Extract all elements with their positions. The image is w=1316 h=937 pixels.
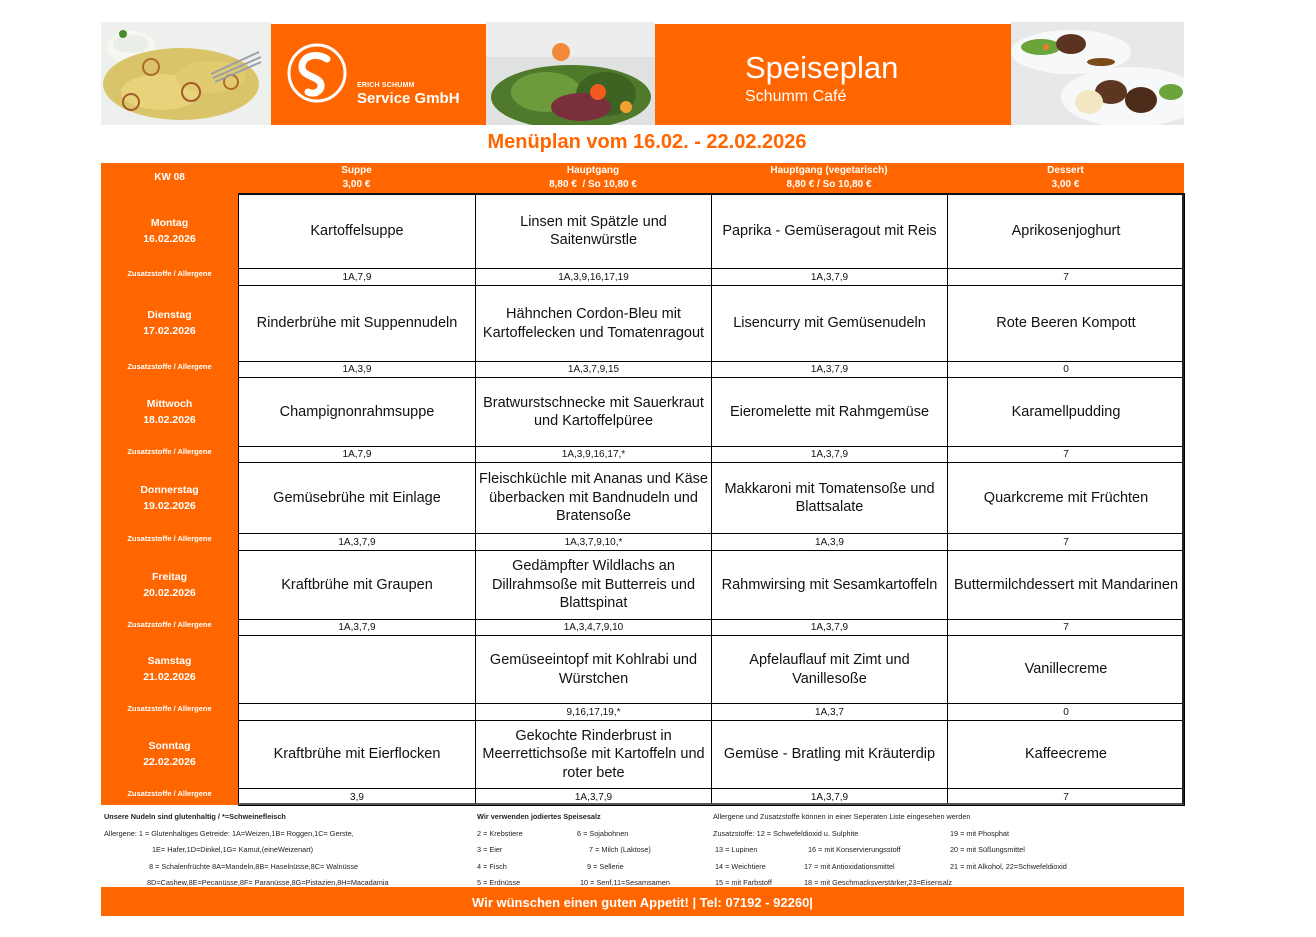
dish-cell-dessert: Quarkcreme mit Früchten <box>947 462 1185 534</box>
allergen-row-label: Zusatzstoffe / Allergene <box>127 269 212 278</box>
column-price: 8,80 € / So 10,80 € <box>549 179 637 190</box>
column-name: Dessert <box>1047 165 1084 176</box>
dish-cell-soup <box>238 635 476 704</box>
food-photo-meatballs <box>1011 22 1184 125</box>
note-allergen-item: 3 = Eier <box>477 845 503 854</box>
allergen-cell-main: 9,16,17,19,* <box>475 703 712 721</box>
dish-cell-dessert: Vanillecreme <box>947 635 1185 704</box>
dish-cell-main: Bratwurstschnecke mit Sauerkraut und Kartoffelpüree <box>475 377 712 447</box>
allergen-cell-vegetarian: 1A,3,7,9 <box>711 361 948 378</box>
allergen-cell-main: 1A,3,7,9 <box>475 788 712 806</box>
day-date: 18.02.2026 <box>143 413 196 426</box>
column-name: Suppe <box>341 165 372 176</box>
dish-cell-main: Hähnchen Cordon-Bleu mit Kartoffelecken und Tomatenragout <box>475 285 712 362</box>
day-label <box>101 396 238 428</box>
dish-cell-soup: Kraftbrühe mit Graupen <box>238 550 476 620</box>
column-price: 3,00 € <box>342 179 371 190</box>
allergen-cell-soup: 1A,7,9 <box>238 446 476 463</box>
company-logo-banner <box>271 24 486 125</box>
food-photo-pasta <box>101 22 271 125</box>
footer-text: Wir wünschen einen guten Appetit! | Tel: 07192 - 92260| <box>472 895 813 910</box>
note-additive-item: 20 = mit Süßungsmittel <box>950 845 1025 854</box>
note-allergen-item: 7 = Milch (Laktose) <box>589 845 651 854</box>
day-label <box>101 569 238 601</box>
column-header-vegetarian <box>711 163 947 193</box>
column-header-main <box>475 163 711 193</box>
day-name: Donnerstag <box>140 483 199 496</box>
allergen-row-label: Zusatzstoffe / Allergene <box>127 704 212 713</box>
note-allergen-item: 4 = Fisch <box>477 862 507 871</box>
day-label <box>101 738 238 770</box>
note-additive-item: 16 = mit Konservierungsstoff <box>808 845 901 854</box>
day-date: 16.02.2026 <box>143 232 196 245</box>
dish-cell-main: Fleischküchle mit Ananas und Käse überbacken mit Bandnudeln und Bratensoße <box>475 462 712 534</box>
day-label <box>101 307 238 339</box>
day-name: Samstag <box>147 655 192 667</box>
column-name: Hauptgang <box>566 165 620 176</box>
allergen-cell-soup: 1A,3,9 <box>238 361 476 378</box>
note-allergen-item: 6 = Sojabohnen <box>577 829 629 838</box>
note-additive-item: 19 = mit Phosphat <box>950 829 1010 838</box>
logo-text-small: ERICH SCHUMM <box>357 82 415 89</box>
column-price: 3,00 € <box>1051 179 1080 190</box>
day-name: Mittwoch <box>146 397 193 410</box>
page-subtitle: Schumm Café <box>745 88 847 105</box>
allergen-cell-main: 1A,3,9,16,17,* <box>475 446 712 463</box>
dish-cell-vegetarian: Gemüse - Bratling mit Kräuterdip <box>711 720 948 789</box>
dish-cell-dessert: Buttermilchdessert mit Mandarinen <box>947 550 1185 620</box>
dish-cell-dessert: Kaffeecreme <box>947 720 1185 789</box>
note-additive-item: 14 = Weichtiere <box>715 862 766 871</box>
day-name: Dienstag <box>147 309 192 321</box>
note-additive-item: 17 = mit Antioxidationsmittel <box>804 862 895 871</box>
company-logo-icon <box>286 42 348 104</box>
day-name: Montag <box>150 216 189 229</box>
allergen-cell-vegetarian: 1A,3,7 <box>711 703 948 721</box>
allergen-cell-dessert: 7 <box>947 446 1185 463</box>
note-additive-item: 15 = mit Farbstoff <box>715 878 772 887</box>
day-label <box>101 482 238 514</box>
allergen-cell-main: 1A,3,7,9,15 <box>475 361 712 378</box>
dish-cell-dessert: Karamellpudding <box>947 377 1185 447</box>
dish-cell-soup: Gemüsebrühe mit Einlage <box>238 462 476 534</box>
note-allergen-line: 1E= Hafer,1D=Dinkel,1G= Kamut,(eineWeizenart) <box>152 845 314 854</box>
dish-cell-main: Linsen mit Spätzle und Saitenwürstle <box>475 193 712 269</box>
allergen-cell-dessert: 7 <box>947 533 1185 551</box>
dish-cell-vegetarian: Apfelauflauf mit Zimt und Vanillesoße <box>711 635 948 704</box>
note-allergen-line: Allergene: 1 = Glutenhaltiges Getreide: 1A=Weizen,1B= Roggen,1C= Gerste, <box>104 829 354 838</box>
allergen-row-label: Zusatzstoffe / Allergene <box>127 447 212 456</box>
dish-cell-soup: Rinderbrühe mit Suppennudeln <box>238 285 476 362</box>
allergen-cell-main: 1A,3,4,7,9,10 <box>475 619 712 636</box>
page-title: Speiseplan <box>745 50 899 85</box>
day-label <box>101 653 238 685</box>
allergen-cell-dessert: 0 <box>947 703 1185 721</box>
note-allergen-item: 5 = Erdnüsse <box>477 878 521 887</box>
note-allergen-item: 9 = Sellerie <box>587 862 624 871</box>
allergen-cell-vegetarian: 1A,3,9 <box>711 533 948 551</box>
allergen-cell-dessert: 7 <box>947 788 1185 806</box>
day-name: Sonntag <box>148 740 191 752</box>
day-date: 20.02.2026 <box>143 586 196 599</box>
day-column <box>101 193 238 805</box>
week-number: KW 08 <box>154 172 185 183</box>
allergen-row-label: Zusatzstoffe / Allergene <box>127 620 212 629</box>
dish-cell-soup: Champignonrahmsuppe <box>238 377 476 447</box>
title-banner <box>655 24 1011 125</box>
column-name: Hauptgang (vegetarisch) <box>770 165 888 176</box>
footer-bar <box>101 889 1184 916</box>
allergen-cell-soup: 1A,7,9 <box>238 268 476 286</box>
dish-cell-vegetarian: Makkaroni mit Tomatensoße und Blattsalate <box>711 462 948 534</box>
allergen-cell-main: 1A,3,9,16,17,19 <box>475 268 712 286</box>
dish-cell-vegetarian: Paprika - Gemüseragout mit Reis <box>711 193 948 269</box>
note-salt: Wir verwenden jodiertes Speisesalz <box>477 812 601 821</box>
column-price: 8,80 € / So 10,80 € <box>786 179 872 190</box>
allergen-cell-soup: 1A,3,7,9 <box>238 619 476 636</box>
dish-cell-dessert: Aprikosenjoghurt <box>947 193 1185 269</box>
note-allergen-item: 2 = Krebstiere <box>477 829 523 838</box>
dish-cell-vegetarian: Lisencurry mit Gemüsenudeln <box>711 285 948 362</box>
allergen-cell-dessert: 0 <box>947 361 1185 378</box>
dish-cell-soup: Kraftbrühe mit Eierflocken <box>238 720 476 789</box>
allergen-row-label: Zusatzstoffe / Allergene <box>127 534 212 543</box>
note-allergen-line: 8 = Schalenfrüchte 8A=Mandeln,8B= Haselnüsse,8C= Walnüsse <box>149 862 359 871</box>
day-date: 17.02.2026 <box>143 325 196 337</box>
allergen-cell-soup: 1A,3,7,9 <box>238 533 476 551</box>
column-header-soup <box>238 163 475 193</box>
dish-cell-main: Gemüseeintopf mit Kohlrabi und Würstchen <box>475 635 712 704</box>
allergen-cell-vegetarian: 1A,3,7,9 <box>711 268 948 286</box>
dish-cell-soup: Kartoffelsuppe <box>238 193 476 269</box>
note-additive-item: 21 = mit Alkohol, 22=Schwefeldioxid <box>950 862 1067 871</box>
allergen-cell-dessert: 7 <box>947 268 1185 286</box>
dish-cell-vegetarian: Rahmwirsing mit Sesamkartoffeln <box>711 550 948 620</box>
allergen-cell-vegetarian: 1A,3,7,9 <box>711 788 948 806</box>
day-date: 22.02.2026 <box>143 756 196 768</box>
dish-cell-vegetarian: Eieromelette mit Rahmgemüse <box>711 377 948 447</box>
allergen-row-label: Zusatzstoffe / Allergene <box>127 789 212 798</box>
allergen-cell-main: 1A,3,7,9,10,* <box>475 533 712 551</box>
allergen-cell-vegetarian: 1A,3,7,9 <box>711 619 948 636</box>
menu-date-range-title: Menüplan vom 16.02. - 22.02.2026 <box>487 131 807 153</box>
note-separate-list: Allergene und Zusatzstoffe können in einer Seperaten Liste eingesehen werden <box>713 812 971 821</box>
day-label <box>101 215 238 247</box>
note-additive-item: Zusatzstoffe: 12 = Schwefeldioxid u. Sulphite <box>713 829 859 838</box>
allergen-cell-soup: 3,9 <box>238 788 476 806</box>
dish-cell-main: Gedämpfter Wildlachs an Dillrahmsoße mit Butterreis und Blattspinat <box>475 550 712 620</box>
dish-cell-main: Gekochte Rinderbrust in Meerrettichsoße mit Kartoffeln und roter bete <box>475 720 712 789</box>
allergen-cell-soup <box>238 703 476 721</box>
note-noodles: Unsere Nudeln sind glutenhaltig / *=Schweinefleisch <box>104 812 286 821</box>
dish-cell-dessert: Rote Beeren Kompott <box>947 285 1185 362</box>
table-header <box>101 163 1184 193</box>
allergen-cell-dessert: 7 <box>947 619 1185 636</box>
logo-text-company: Service GmbH <box>357 90 460 107</box>
note-allergen-line: 8D=Cashew,8E=Pecanüsse,8F= Paranüsse,8G=Pistazien,8H=Macadamia <box>147 878 389 887</box>
allergen-row-label: Zusatzstoffe / Allergene <box>127 362 212 371</box>
day-date: 19.02.2026 <box>143 499 196 512</box>
note-allergen-item: 10 = Senf,11=Sesamsamen <box>580 878 670 887</box>
note-additive-item: 18 = mit Geschmacksverstärker,23=Eisensalz <box>804 878 953 887</box>
food-photo-salad <box>486 22 655 125</box>
day-name: Freitag <box>151 570 187 583</box>
allergen-cell-vegetarian: 1A,3,7,9 <box>711 446 948 463</box>
day-date: 21.02.2026 <box>143 671 196 683</box>
note-additive-item: 13 = Lupinen <box>715 845 758 854</box>
column-header-dessert <box>947 163 1184 193</box>
